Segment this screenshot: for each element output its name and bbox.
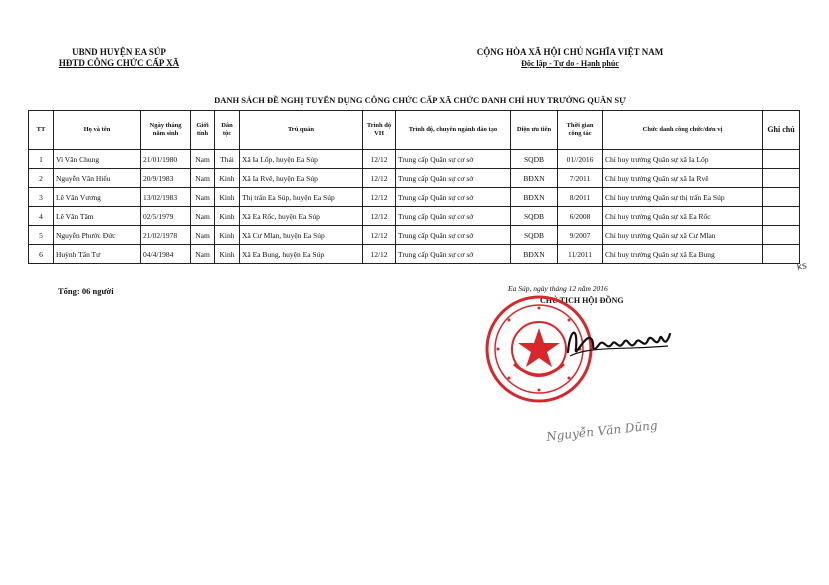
margin-initials: ks — [796, 261, 808, 273]
cell-priority: SQDB — [511, 226, 558, 245]
cell-training: Trung cấp Quân sự cơ sở — [396, 226, 511, 245]
cell-name: Lê Văn Vương — [54, 188, 141, 207]
cell-training: Trung cấp Quân sự cơ sở — [396, 169, 511, 188]
cell-training: Trung cấp Quân sự cơ sở — [396, 245, 511, 264]
header-right — [420, 46, 720, 70]
column-header: Họ và tên — [54, 111, 141, 150]
header-left — [14, 47, 224, 69]
cell-dob: 20/9/1983 — [141, 169, 191, 188]
table-row — [29, 150, 800, 169]
document-title: DANH SÁCH ĐỀ NGHỊ TUYỂN DỤNG CÔNG CHỨC CẤP XÃ CHỨC DANH CHỈ HUY TRƯỞNG QUÂN SỰ — [214, 95, 626, 105]
table-row — [29, 207, 800, 226]
column-header: Chức danh công chức/đơn vị — [603, 111, 763, 150]
cell-position: Chỉ huy trưởng Quân sự xã Ia Rvê — [603, 169, 763, 188]
candidate-table — [28, 110, 800, 264]
cell-name: Nguyễn Phước Đức — [54, 226, 141, 245]
cell-time: 8/2011 — [558, 188, 603, 207]
cell-position: Chỉ huy trưởng Quân sự xã Ea Rốc — [603, 207, 763, 226]
org-name: UBND HUYỆN EA SÚP — [72, 47, 166, 57]
signature-icon — [560, 316, 680, 366]
cell-edu: 12/12 — [363, 245, 396, 264]
table-row — [29, 226, 800, 245]
table-body — [29, 150, 800, 264]
cell-name: Lê Văn Tâm — [54, 207, 141, 226]
cell-training: Trung cấp Quân sự cơ sở — [396, 188, 511, 207]
cell-note — [763, 245, 800, 264]
cell-dob: 04/4/1984 — [141, 245, 191, 264]
nation-motto: Độc lập - Tự do - Hạnh phúc — [521, 59, 619, 68]
cell-dob: 21/01/1980 — [141, 150, 191, 169]
cell-ethnic: Kinh — [215, 188, 240, 207]
cell-dob: 13/02/1983 — [141, 188, 191, 207]
cell-tt: 6 — [29, 245, 54, 264]
signer-name: Nguyễn Văn Dũng — [545, 418, 659, 444]
column-header: Diện ưu tiên — [511, 111, 558, 150]
cell-priority: BĐXN — [511, 245, 558, 264]
cell-gender: Nam — [191, 150, 215, 169]
council-name: HĐTD CÔNG CHỨC CẤP XÃ — [58, 58, 180, 68]
cell-position: Chỉ huy trưởng Quân sự thị trấn Ea Súp — [603, 188, 763, 207]
cell-address: Xã Ia Lốp, huyện Ea Súp — [240, 150, 363, 169]
cell-ethnic: Thái — [215, 150, 240, 169]
cell-edu: 12/12 — [363, 207, 396, 226]
column-header: Thời gian công tác — [558, 111, 603, 150]
cell-tt: 4 — [29, 207, 54, 226]
column-header: Trú quán — [240, 111, 363, 150]
cell-note — [763, 226, 800, 245]
cell-gender: Nam — [191, 245, 215, 264]
column-header: TT — [29, 111, 54, 150]
cell-time: 01//2016 — [558, 150, 603, 169]
cell-gender: Nam — [191, 169, 215, 188]
cell-name: Huỳnh Tấn Tư — [54, 245, 141, 264]
table-row — [29, 169, 800, 188]
signer-role: CHỦ TỊCH HỘI ĐỒNG — [540, 296, 624, 305]
column-header: Ngày tháng năm sinh — [141, 111, 191, 150]
cell-priority: SQDB — [511, 207, 558, 226]
cell-address: Thị trấn Ea Súp, huyện Ea Súp — [240, 188, 363, 207]
cell-edu: 12/12 — [363, 226, 396, 245]
cell-dob: 21/02/1978 — [141, 226, 191, 245]
column-header: Trình độ VH — [363, 111, 396, 150]
total-count: Tổng: 06 người — [58, 286, 114, 296]
cell-edu: 12/12 — [363, 188, 396, 207]
cell-dob: 02/5/1979 — [141, 207, 191, 226]
cell-address: Xã Ea Bung, huyện Ea Súp — [240, 245, 363, 264]
cell-position: Chỉ huy trưởng Quân sự xã Ea Bung — [603, 245, 763, 264]
column-header: Trình độ, chuyên ngành đào tạo — [396, 111, 511, 150]
cell-tt: 1 — [29, 150, 54, 169]
cell-ethnic: Kinh — [215, 169, 240, 188]
cell-priority: BĐXN — [511, 188, 558, 207]
cell-note — [763, 188, 800, 207]
cell-gender: Nam — [191, 207, 215, 226]
cell-tt: 5 — [29, 226, 54, 245]
table-row — [29, 188, 800, 207]
cell-gender: Nam — [191, 226, 215, 245]
cell-time: 6/2008 — [558, 207, 603, 226]
cell-ethnic: Kinh — [215, 207, 240, 226]
cell-priority: SQDB — [511, 150, 558, 169]
cell-edu: 12/12 — [363, 169, 396, 188]
cell-position: Chỉ huy trưởng Quân sự xã Ia Lốp — [603, 150, 763, 169]
cell-address: Xã Ia Rvê, huyện Ea Súp — [240, 169, 363, 188]
column-header: Giới tính — [191, 111, 215, 150]
cell-address: Xã Ea Rốc, huyện Ea Súp — [240, 207, 363, 226]
cell-note — [763, 207, 800, 226]
cell-edu: 12/12 — [363, 150, 396, 169]
table-header-row — [29, 111, 800, 150]
cell-name: Vi Văn Chung — [54, 150, 141, 169]
column-header: Ghi chú — [763, 111, 800, 150]
cell-gender: Nam — [191, 188, 215, 207]
cell-name: Nguyễn Văn Hiếu — [54, 169, 141, 188]
cell-tt: 2 — [29, 169, 54, 188]
cell-training: Trung cấp Quân sự cơ sở — [396, 207, 511, 226]
cell-time: 11/2011 — [558, 245, 603, 264]
cell-tt: 3 — [29, 188, 54, 207]
nation-title: CỘNG HÒA XÃ HỘI CHỦ NGHĨA VIỆT NAM — [476, 47, 664, 57]
table-row — [29, 245, 800, 264]
cell-position: Chỉ huy trưởng Quân sự xã Cư Mlan — [603, 226, 763, 245]
cell-time: 9/2007 — [558, 226, 603, 245]
sign-date: Ea Súp, ngày tháng 12 năm 2016 — [508, 284, 608, 293]
cell-priority: BĐXN — [511, 169, 558, 188]
column-header: Dân tộc — [215, 111, 240, 150]
cell-note — [763, 150, 800, 169]
cell-training: Trung cấp Quân sự cơ sở — [396, 150, 511, 169]
cell-note — [763, 169, 800, 188]
cell-ethnic: Kinh — [215, 226, 240, 245]
cell-time: 7/2011 — [558, 169, 603, 188]
cell-address: Xã Cư Mlan, huyện Ea Súp — [240, 226, 363, 245]
cell-ethnic: Kinh — [215, 245, 240, 264]
